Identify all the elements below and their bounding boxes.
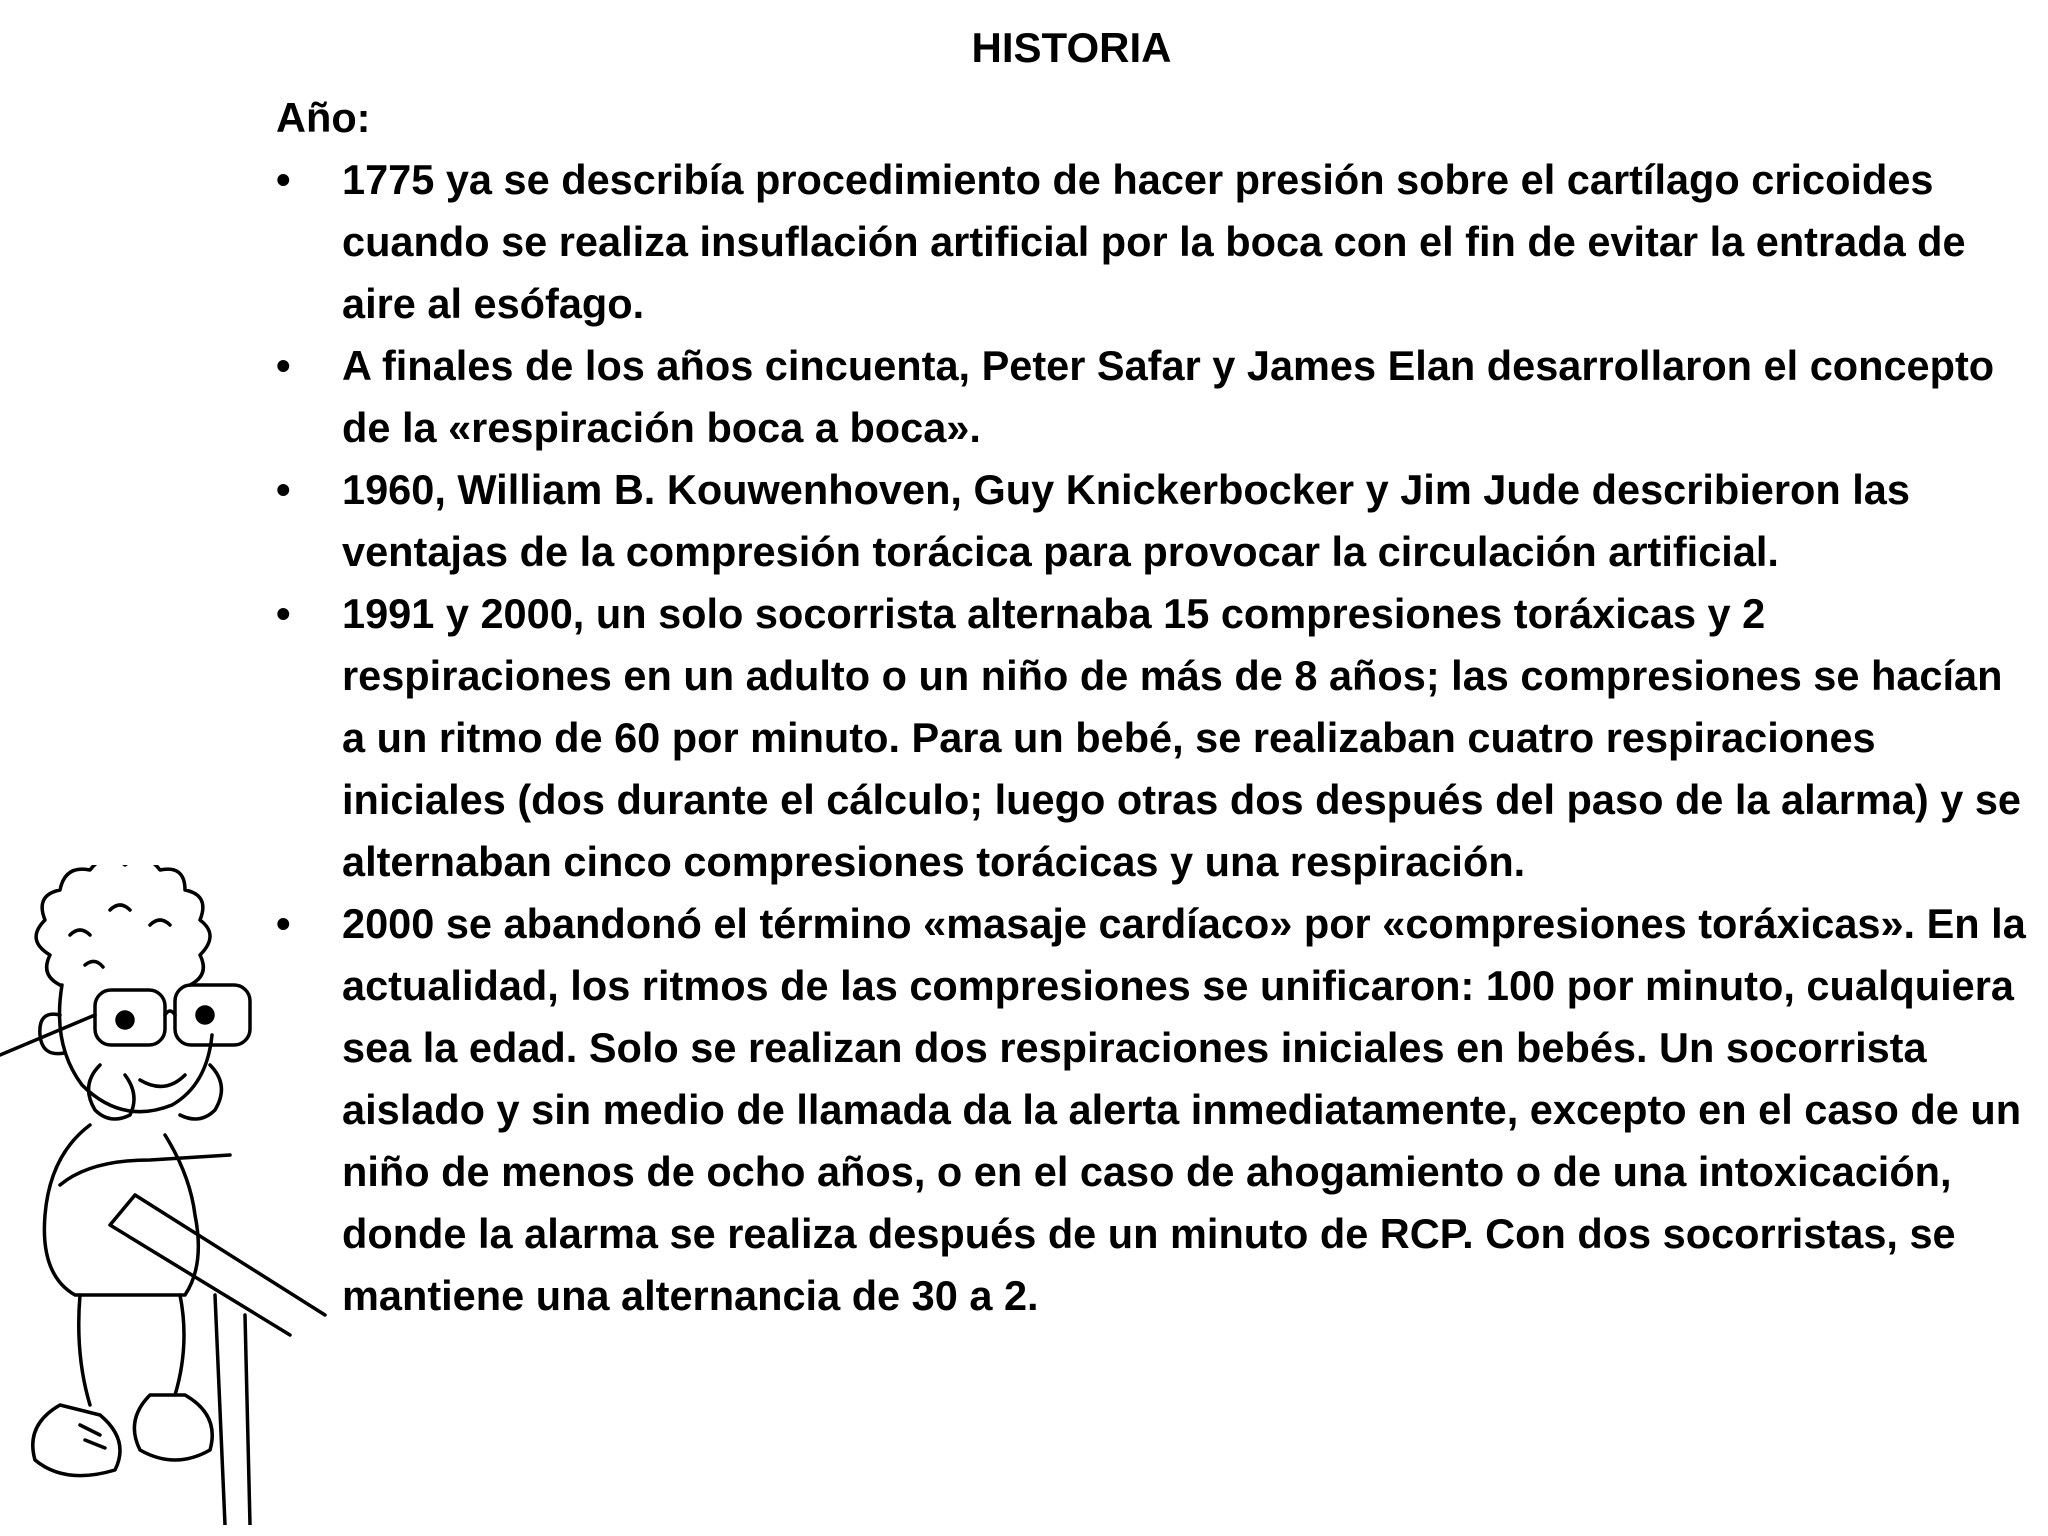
list-item (276, 583, 2031, 893)
list-item (276, 893, 2031, 1327)
history-content (276, 87, 2031, 1327)
list-item (276, 335, 2031, 459)
list-item-text: A finales de los años cincuenta, Peter Safar y James Elan desarrollaron el concepto de la «respiración boca a boca». (342, 342, 1995, 451)
bullet-icon: • (276, 590, 291, 637)
list-item (276, 149, 2031, 335)
bullet-icon: • (276, 156, 291, 203)
bullet-icon: • (276, 342, 291, 389)
bullet-icon: • (276, 900, 291, 947)
list-item-text: 2000 se abandonó el término «masaje cardíaco» por «compresiones toráxicas». En la actualidad, los ritmos de las compresiones se unificaron: 100 por minuto, cualquiera sea la edad. Solo se realizan dos respiraciones iniciales en bebés. Un socorrista aislado y sin medio de llamada da la alerta inmediatamente, excepto en el caso de un niño de menos de ocho años, o en el caso de ahogamiento o de una intoxicación, donde la alarma se realiza después de un minuto de RCP. Con dos socorristas, se mantiene una alternancia de 30 a 2. (342, 900, 2026, 1319)
list-item-text: 1960, William B. Kouwenhoven, Guy Knickerbocker y Jim Jude describieron las ventajas de la compresión torácica para provocar la circulación artificial. (342, 466, 1910, 575)
list-item (276, 459, 2031, 583)
list-item-text: 1991 y 2000, un solo socorrista alternaba 15 compresiones toráxicas y 2 respiraciones en un adulto o un niño de más de 8 años; las compresiones se hacían a un ritmo de 60 por minuto. Para un bebé, se realizaban cuatro respiraciones iniciales (dos durante el cálculo; luego otras dos después del paso de la alarma) y se alternaban cinco compresiones torácicas y una respiración. (342, 590, 2021, 885)
slide-title: HISTORIA (971, 24, 1172, 71)
history-bullet-list (276, 149, 2031, 1327)
year-label: Año: (276, 94, 371, 141)
bullet-icon: • (276, 466, 291, 513)
list-item-text: 1775 ya se describía procedimiento de hacer presión sobre el cartílago cricoides cuando se realiza insuflación artificial por la boca con el fin de evitar la entrada de aire al esófago. (342, 156, 1966, 327)
